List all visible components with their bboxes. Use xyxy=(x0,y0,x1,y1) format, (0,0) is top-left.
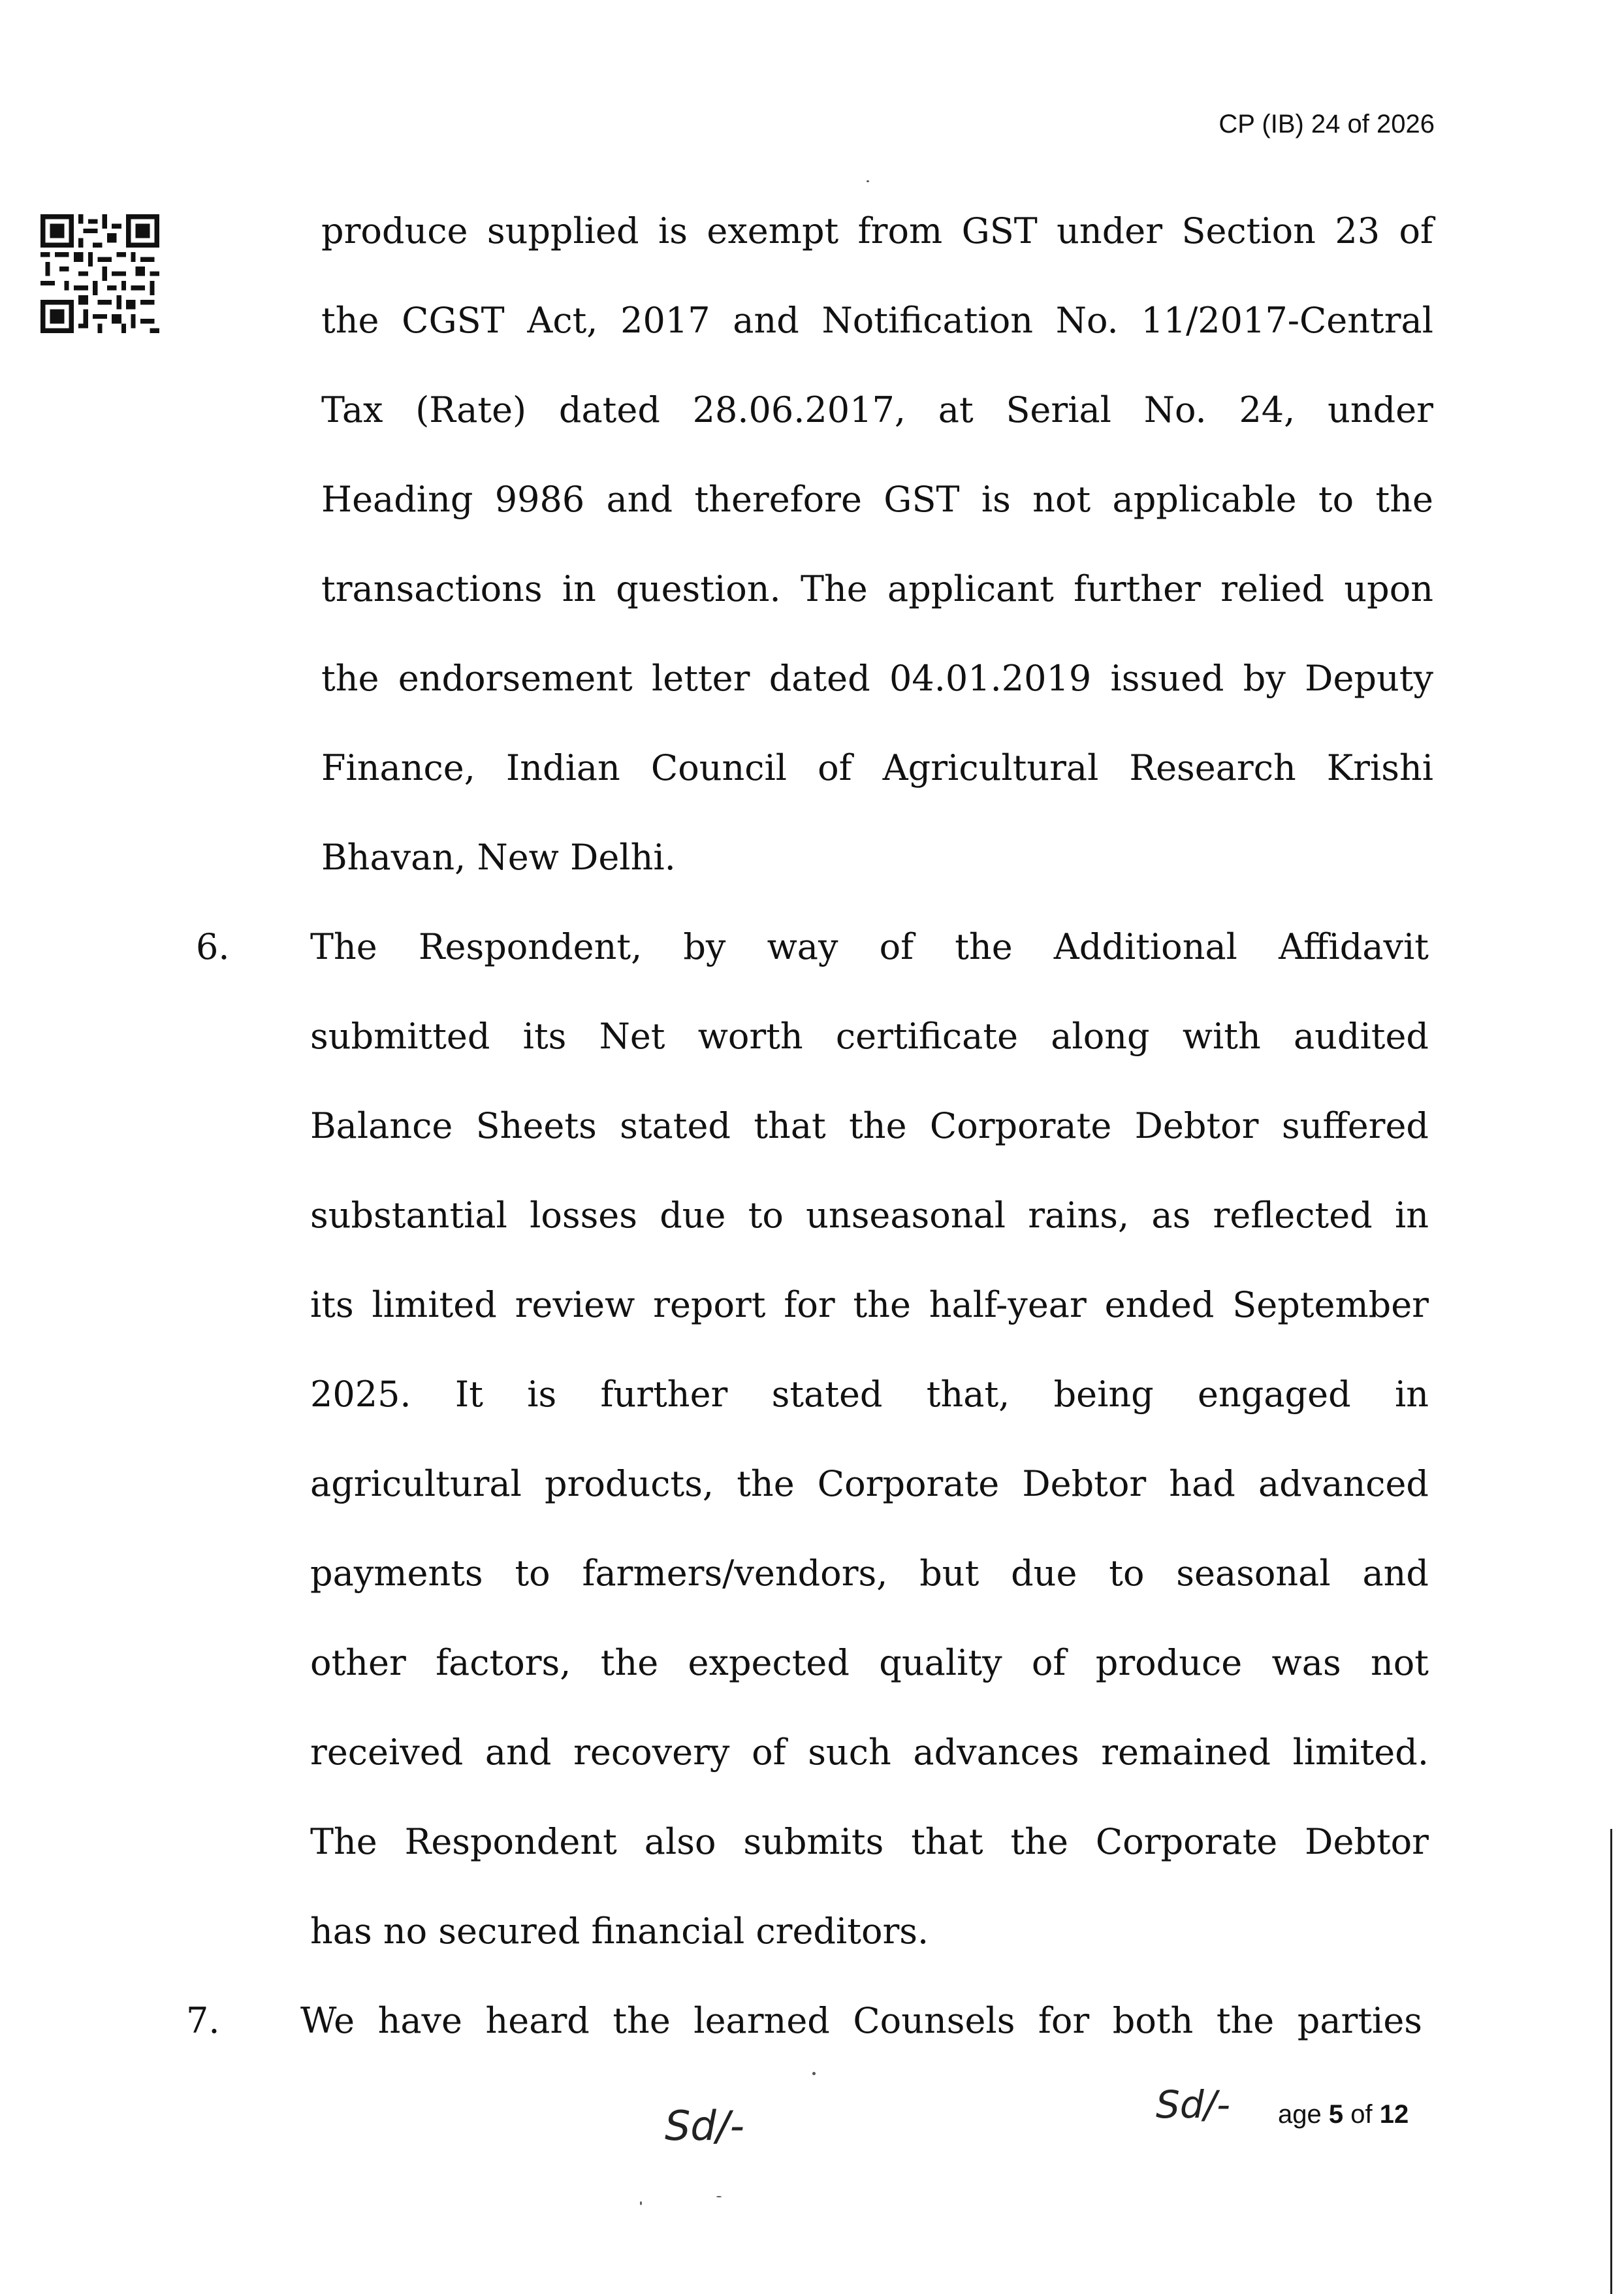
case-reference: CP (IB) 24 of 2026 xyxy=(1218,110,1435,138)
text-line: other factors, the expected quality of produce was not xyxy=(310,1642,1429,1683)
text-line: submitted its Net worth certificate along with audited xyxy=(310,1016,1429,1057)
paragraph-number: 7. xyxy=(186,2000,220,2041)
text-line: Bhavan, New Delhi. xyxy=(321,837,676,878)
text-line: Finance, Indian Council of Agricultural Research Krishi xyxy=(321,747,1433,788)
page-number: age 5 of 12 xyxy=(1278,2100,1409,2129)
text-line: substantial losses due to unseasonal rains, as reflected in xyxy=(310,1195,1429,1236)
text-line: The Respondent also submits that the Corporate Debtor xyxy=(310,1821,1429,1862)
text-line: Tax (Rate) dated 28.06.2017, at Serial No. 24, under xyxy=(321,389,1433,430)
text-line: its limited review report for the half-year ended September xyxy=(310,1284,1429,1325)
text-line: the endorsement letter dated 04.01.2019 issued by Deputy xyxy=(321,658,1433,699)
qr-code-icon xyxy=(40,214,159,333)
signature-left: Sd/- xyxy=(665,2102,744,2150)
text-line: produce supplied is exempt from GST under Section 23 of xyxy=(321,210,1433,251)
text-line: received and recovery of such advances remained limited. xyxy=(310,1732,1429,1773)
text-line: Balance Sheets stated that the Corporate Debtor suffered xyxy=(310,1105,1429,1146)
text-line: We have heard the learned Counsels for both the parties xyxy=(300,2000,1422,2041)
text-line: payments to farmers/vendors, but due to seasonal and xyxy=(310,1553,1429,1594)
text-line: agricultural products, the Corporate Debtor had advanced xyxy=(310,1463,1429,1504)
text-line: the CGST Act, 2017 and Notification No. 11/2017-Central xyxy=(321,300,1433,341)
text-line: Heading 9986 and therefore GST is not applicable to the xyxy=(321,479,1433,520)
text-line: has no secured financial creditors. xyxy=(310,1911,929,1952)
scan-edge-line xyxy=(1610,1829,1612,2294)
text-line: 2025. It is further stated that, being engaged in xyxy=(310,1374,1429,1415)
signature-right: Sd/- xyxy=(1156,2082,1231,2127)
paragraph-number: 6. xyxy=(196,926,230,967)
text-line: transactions in question. The applicant further relied upon xyxy=(321,568,1433,609)
text-line: The Respondent, by way of the Additional Affidavit xyxy=(310,926,1429,967)
